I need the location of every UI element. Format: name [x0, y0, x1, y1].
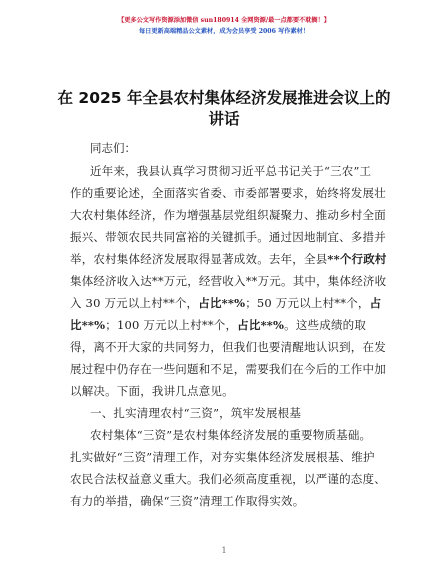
- body-line: 大农村集体经济，作为增强基层党组织凝聚力、推动乡村全面: [70, 208, 386, 222]
- bold-highlight: 占比**%: [198, 296, 246, 310]
- body-line: 集体经济收入达**万元，经营收入**万元。其中，集体经济收: [70, 274, 387, 288]
- body-line: 有力的举措，确保“三资”清理工作取得实效。: [70, 494, 305, 508]
- bold-highlight: 占: [369, 296, 382, 310]
- promo-banner-line-1: 【更多公文写作资源添加微信 sun180914 全网资源/最一点都要不耽搁！】: [118, 17, 330, 24]
- body-line: 振兴、带领农民共同富裕的关键抓手。通过因地制宜、多措并: [70, 230, 386, 244]
- body-line: 农村集体“三资”是农村集体经济发展的重要物质基础。: [90, 428, 372, 442]
- body-line: 近年来，我县认真学习贯彻习近平总书记关于“三农”工: [90, 164, 372, 178]
- body-line: 入 30 万元以上村**个，占比**%；50 万元以上村**个，占: [70, 296, 382, 310]
- section-heading: 一、扎实清理农村“三资”，筑牢发展根基: [90, 406, 302, 420]
- body-line: 农民合法权益意义重大。我们必须高度重视，以严谨的态度、: [70, 472, 386, 486]
- body-line: 扎实做好“三资”清理工作，对夯实集体经济发展根基、维护: [70, 450, 375, 464]
- bold-highlight: **个行政村: [327, 252, 387, 266]
- document-title: [40, 88, 408, 130]
- body-line: 比**%；100 万元以上村**个，占比**%。这些成绩的取: [70, 318, 367, 332]
- title-line-1: 在 2025 年全县农村集体经济发展推进会议上的: [57, 89, 391, 107]
- body-line: 作的重要论述，全面落实省委、市委部署要求，始终将发展壮: [70, 186, 386, 200]
- bold-highlight: 占比**%: [237, 318, 285, 332]
- body-line: 得，离不开大家的共同努力，但我们也要清醒地认识到，在发: [70, 340, 386, 354]
- bold-highlight: 比**%: [70, 318, 106, 332]
- page-number: 1: [221, 546, 227, 555]
- title-line-2: 讲话: [208, 110, 240, 128]
- salutation: 同志们：: [90, 141, 136, 155]
- promo-banner-line-2: 每日更新高端精品公文素材，成为会员享受 2006 写作素材！: [138, 28, 310, 35]
- body-line: 举，农村集体经济发展取得显著成效。去年，全县**个行政村: [70, 252, 387, 266]
- body-line: 展过程中仍存在一些问题和不足，需要我们在今后的工作中加: [70, 362, 386, 376]
- body-line: 以解决。下面，我讲几点意见。: [70, 384, 234, 398]
